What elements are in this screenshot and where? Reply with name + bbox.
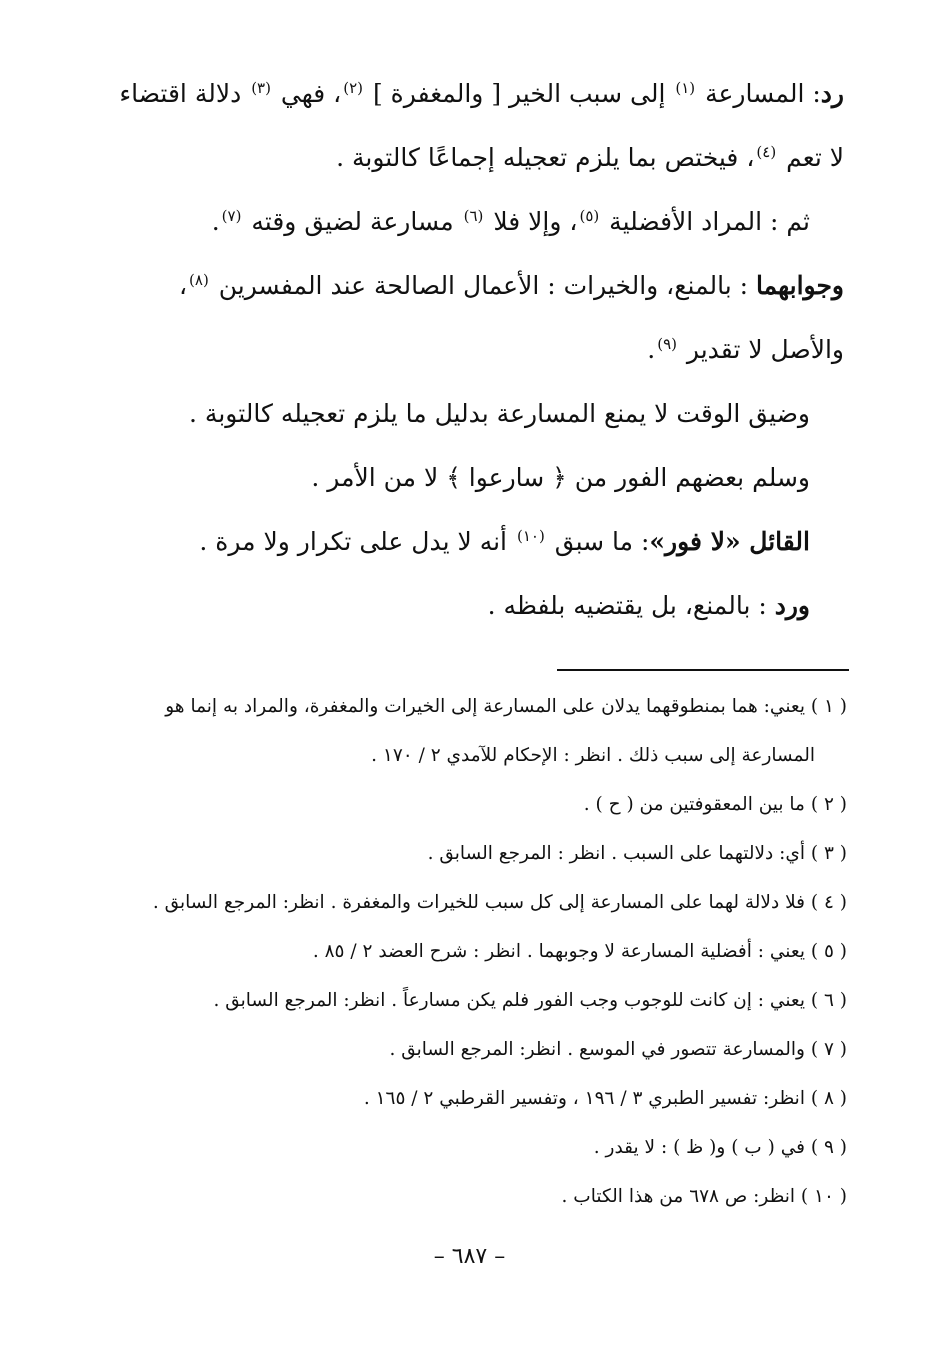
paragraph-no-immediacy — [124, 510, 844, 574]
text-line — [124, 574, 844, 638]
label-radd: رد — [820, 79, 844, 108]
footnote-ref-2: (٢) — [343, 78, 364, 97]
paragraph-thumma — [124, 190, 844, 254]
footnote-5: ( ٥ ) يعني : أفضلية المسارعة لا وجوبهما . انظر : شرح العضد ٢ / ٨٥ . — [312, 941, 847, 962]
label-qail: القائل «لا فور» — [649, 527, 810, 556]
paragraph-concession — [124, 446, 844, 510]
footnote-ref-6: (٦) — [463, 206, 484, 225]
text-line: وضيق الوقت لا يمنع المسارعة بدليل ما يلزم تعجيله كالتوبة . — [189, 399, 810, 428]
text-span: ثم : المراد الأفضلية — [601, 207, 810, 236]
text-span: . — [647, 335, 656, 364]
page-number: – ٦٨٧ – — [433, 1244, 506, 1269]
text-span: إلى سبب الخير [ والمغفرة ] — [365, 79, 674, 108]
text-span: : بالمنع، والخيرات : الأعمال الصالحة عند المفسرين — [210, 271, 757, 300]
text-span: ، فهي — [272, 79, 342, 108]
text-span: . — [211, 207, 220, 236]
footnote-7: ( ٧ ) والمسارعة تتصور في الموسع . انظر: المرجع السابق . — [389, 1039, 847, 1060]
text-line — [119, 62, 844, 126]
footnote-separator — [557, 669, 849, 671]
footnote-ref-5: (٥) — [579, 206, 600, 225]
footnote-ref-10: (١٠) — [516, 526, 545, 545]
footnotes — [125, 682, 847, 1221]
label-wa-radd: ورد — [774, 591, 810, 620]
text-span: : المسارعة — [697, 79, 821, 108]
paragraph-answer — [124, 254, 844, 382]
paragraph-rebuttal-2 — [124, 574, 844, 638]
footnote-ref-7: (٧) — [221, 206, 242, 225]
text-line: وسلم بعضهم الفور من ﴿ سارعوا ﴾ لا من الأمر . — [311, 463, 810, 492]
footnote-10: ( ١٠ ) انظر: ص ٦٧٨ من هذا الكتاب . — [561, 1186, 847, 1207]
footnote-1-continued: المسارعة إلى سبب ذلك . انظر : الإحكام للآمدي ٢ / ١٧٠ . — [371, 745, 815, 766]
text-line — [124, 254, 844, 318]
main-text — [119, 62, 844, 638]
text-line — [124, 510, 844, 574]
text-line — [124, 126, 844, 190]
footnote-8: ( ٨ ) انظر: تفسير الطبري ٣ / ١٩٦ ، وتفسير القرطبي ٢ / ١٦٥ . — [363, 1088, 847, 1109]
label-jawabuhuma: وجوابهما — [756, 271, 844, 300]
text-span: أنه لا يدل على تكرار ولا مرة . — [199, 527, 515, 556]
text-span: ، فيختص بما يلزم تعجيله إجماعًا كالتوبة . — [336, 143, 755, 172]
footnote-6: ( ٦ ) يعني : إن كانت للوجوب وجب الفور فلم يكن مسارعاً . انظر: المرجع السابق . — [213, 990, 847, 1011]
text-line — [124, 190, 844, 254]
text-span: : بالمنع، بل يقتضيه بلفظه . — [487, 591, 775, 620]
footnote-9: ( ٩ ) في ( ب ) و( ظ ) : لا يقدر . — [593, 1137, 847, 1158]
text-span: : ما سبق — [546, 527, 650, 556]
footnote-ref-4: (٤) — [756, 142, 777, 161]
footnote-2: ( ٢ ) ما بين المعقوفتين من ( ح ) . — [583, 794, 847, 815]
footnote-1: ( ١ ) يعني: هما بمنطوقهما يدلان على المسارعة إلى الخيرات والمغفرة، والمراد به إنما هو — [165, 696, 847, 717]
text-span: مسارعة لضيق وقته — [243, 207, 462, 236]
text-span: ، — [178, 271, 188, 300]
footnote-ref-9: (٩) — [657, 334, 677, 353]
footnote-ref-8: (٨) — [189, 270, 209, 289]
footnote-4: ( ٤ ) فلا دلالة لهما على المسارعة إلى كل سبب للخيرات والمغفرة . انظر: المرجع السابق . — [152, 892, 847, 913]
paragraph-narrow-time — [124, 382, 844, 446]
text-span: دلالة اقتضاء — [119, 79, 250, 108]
footnote-3: ( ٣ ) أي: دلالتهما على السبب . انظر : المرجع السابق . — [427, 843, 847, 864]
text-line — [124, 318, 844, 382]
paragraph-rebuttal-1 — [119, 62, 844, 190]
footnote-ref-1: (١) — [675, 78, 696, 97]
text-span: لا تعم — [778, 143, 844, 172]
footnote-ref-3: (٣) — [251, 78, 271, 97]
text-span: والأصل لا تقدير — [678, 335, 844, 364]
text-span: ، وإلا فلا — [485, 207, 578, 236]
